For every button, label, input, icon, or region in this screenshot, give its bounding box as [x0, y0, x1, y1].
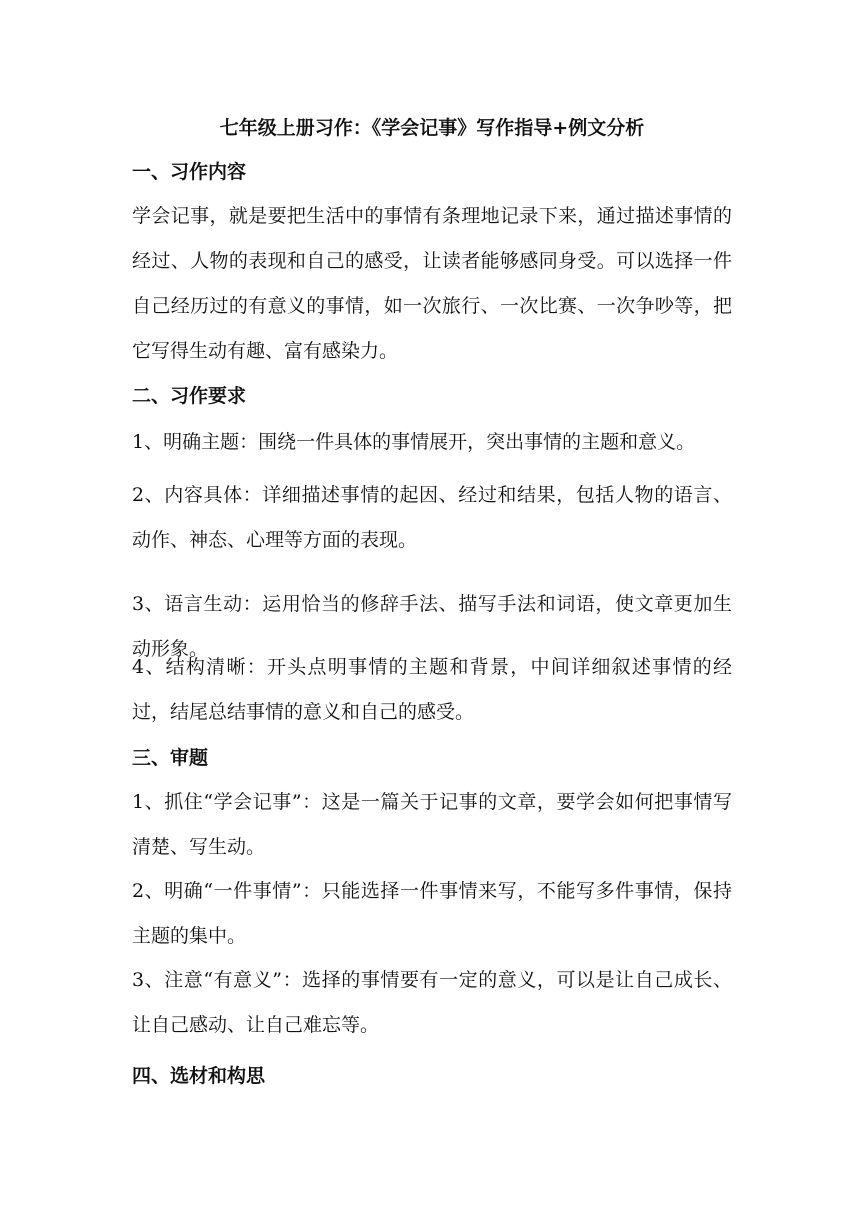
- section-heading-material: 四、选材和构思: [132, 1065, 266, 1087]
- paragraph-requirement-3: 3、语言生动：运用恰当的修辞手法、描写手法和词语，使文章更加生动形象。: [132, 593, 732, 660]
- paragraph-topic-2: 2、明确“一件事情”：只能选择一件事情来写，不能写多件事情，保持主题的集中。: [132, 880, 732, 947]
- paragraph-topic-1: 1、抓住“学会记事”：这是一篇关于记事的文章，要学会如何把事情写清楚、写生动。: [132, 791, 732, 858]
- paragraph-requirement-4: 4、结构清晰：开头点明事情的主题和背景，中间详细叙述事情的经过，结尾总结事情的意义和自己的感受。: [132, 656, 732, 723]
- paragraph-requirement-1: 1、明确主题：围绕一件具体的事情展开，突出事情的主题和意义。: [132, 431, 696, 453]
- section-heading-requirements: 二、习作要求: [132, 385, 247, 407]
- section-heading-content: 一、习作内容: [132, 161, 247, 183]
- paragraph-topic-3: 3、注意“有意义”：选择的事情要有一定的意义，可以是让自己成长、让自己感动、让自己难忘等。: [132, 969, 732, 1036]
- section-heading-topic-analysis: 三、审题: [132, 747, 209, 769]
- document-title: 七年级上册习作：《学会记事》写作指导+例文分析: [219, 117, 645, 139]
- paragraph-requirement-2: 2、内容具体：详细描述事情的起因、经过和结果，包括人物的语言、动作、神态、心理等方面的表现。: [132, 484, 732, 551]
- paragraph-content: 学会记事，就是要把生活中的事情有条理地记录下来，通过描述事情的经过、人物的表现和自己的感受，让读者能够感同身受。可以选择一件自己经历过的有意义的事情，如一次旅行、一次比赛、一次争吵等，把它写得生动有趣、富有感染力。: [132, 205, 732, 362]
